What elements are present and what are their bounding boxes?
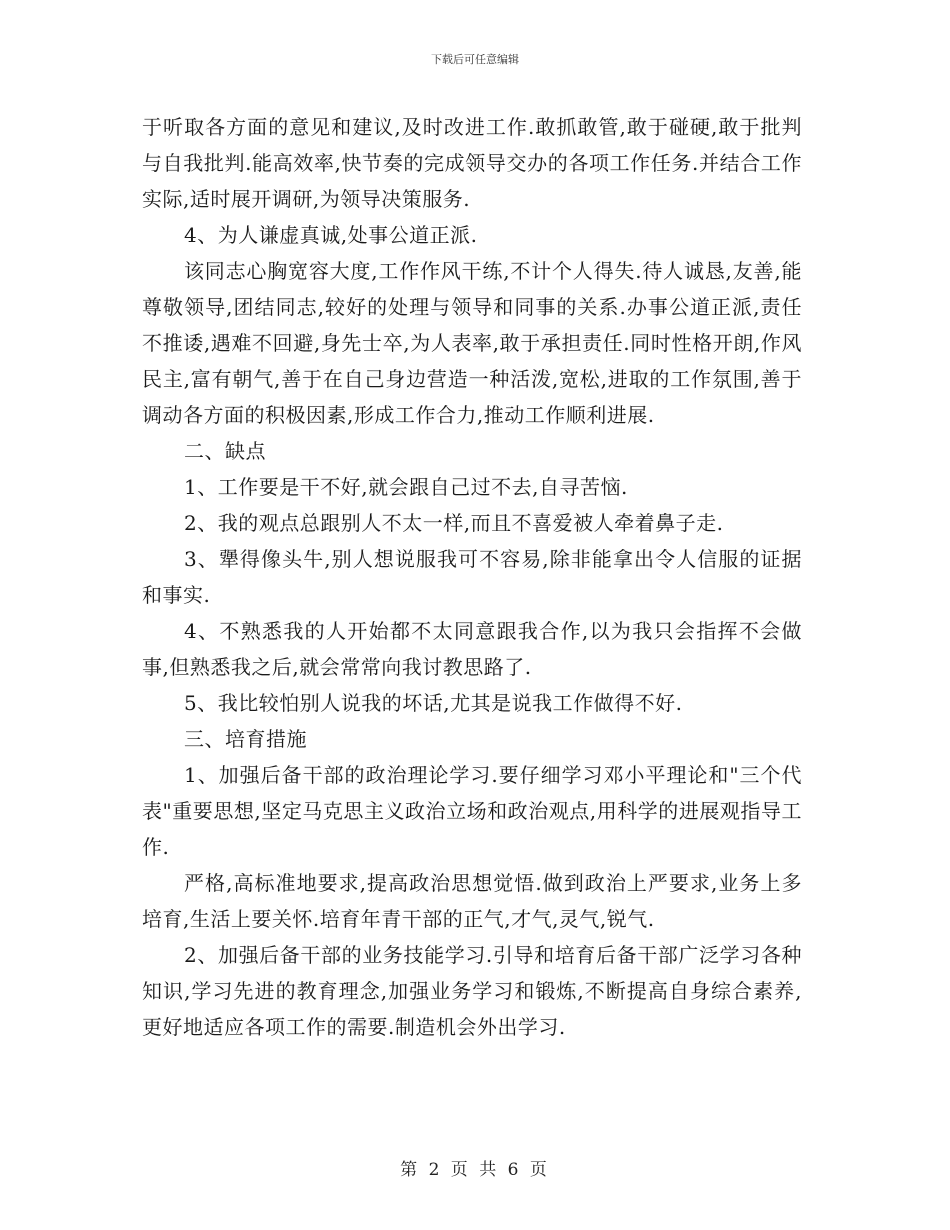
paragraph: 1、工作要是干不好,就会跟自己过不去,自寻苦恼.	[184, 475, 628, 499]
page-footer: 第 2 页 共 6 页	[400, 1160, 550, 1180]
paragraph: 5、我比较怕别人说我的坏话,尤其是说我工作做得不好.	[184, 691, 683, 715]
paragraph: 3、犟得像头牛,别人想说服我可不容易,除非能拿出令人信服的证据和事实.	[142, 547, 802, 607]
document-body	[142, 109, 802, 1045]
paragraph: 该同志心胸宽容大度,工作作风干练,不计个人得失.待人诚恳,友善,能尊敬领导,团结同志,较好的处理与领导和同事的关系.办事公道正派,责任不推诿,遇难不回避,身先士卒,为人表率,敢于承担责任.同时性格开朗,作风民主,富有朝气,善于在自己身边营造一种活泼,宽松,进取的工作氛围,善于调动各方面的积极因素,形成工作合力,推动工作顺利进展.	[142, 259, 802, 427]
section-heading: 二、缺点	[184, 439, 266, 463]
paragraph: 4、为人谦虚真诚,处事公道正派.	[184, 223, 478, 247]
paragraph: 2、加强后备干部的业务技能学习.引导和培育后备干部广泛学习各种知识,学习先进的教育理念,加强业务学习和锻炼,不断提高自身综合素养,更好地适应各项工作的需要.制造机会外出学习.	[142, 943, 802, 1039]
paragraph: 严格,高标准地要求,提高政治思想觉悟.做到政治上严要求,业务上多培育,生活上要关怀.培育年青干部的正气,才气,灵气,锐气.	[142, 871, 802, 931]
section-heading: 三、培育措施	[184, 727, 307, 751]
paragraph: 1、加强后备干部的政治理论学习.要仔细学习邓小平理论和"三个代表"重要思想,坚定马克思主义政治立场和政治观点,用科学的进展观指导工作.	[142, 763, 802, 859]
paragraph: 4、不熟悉我的人开始都不太同意跟我合作,以为我只会指挥不会做事,但熟悉我之后,就会常常向我讨教思路了.	[142, 619, 802, 679]
page-header: 下载后可任意编辑	[431, 53, 519, 66]
paragraph: 于听取各方面的意见和建议,及时改进工作.敢抓敢管,敢于碰硬,敢于批判与自我批判.能高效率,快节奏的完成领导交办的各项工作任务.并结合工作实际,适时展开调研,为领导决策服务.	[142, 115, 802, 211]
paragraph: 2、我的观点总跟别人不太一样,而且不喜爱被人牵着鼻子走.	[184, 511, 724, 535]
